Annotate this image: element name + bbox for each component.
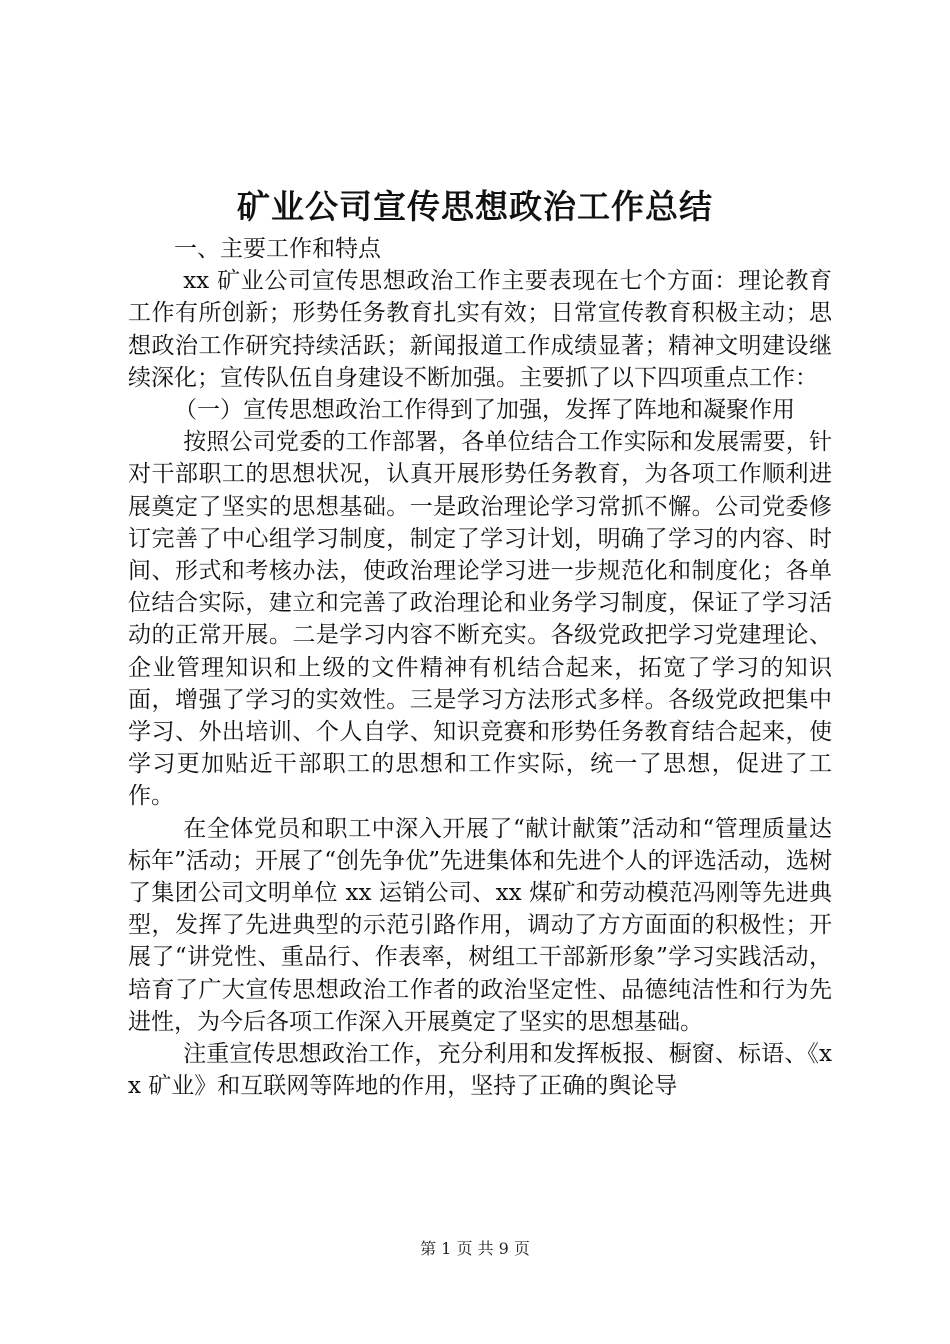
body-paragraph: 注重宣传思想政治工作，充分利用和发挥板报、橱窗、标语、《xx 矿业》和互联网等阵地的作用，坚持了正确的舆论导 <box>128 1041 832 1100</box>
body-paragraph: 按照公司党委的工作部署，各单位结合工作实际和发展需要，针对干部职工的思想状况，认真开展形势任务教育，为各项工作顺利进展奠定了坚实的思想基础。一是政治理论学习常抓不懈。公司党委修订完善了中心组学习制度，制定了学习计划，明确了学习的内容、时间、形式和考核办法，使政治理论学习进一步规范化和制度化；各单位结合实际，建立和完善了政治理论和业务学习制度，保证了学习活动的正常开展。二是学习内容不断充实。各级党政把学习党建理论、企业管理知识和上级的文件精神有机结合起来，拓宽了学习的知识面，增强了学习的实效性。三是学习方法形式多样。各级党政把集中学习、外出培训、个人自学、知识竞赛和形势任务教育结合起来，使学习更加贴近干部职工的思想和工作实际，统一了思想，促进了工作。 <box>128 429 832 810</box>
section-heading: 一、主要工作和特点 <box>174 236 381 262</box>
body-paragraph: 在全体党员和职工中深入开展了“献计献策”活动和“管理质量达标年”活动；开展了“创先争优”先进集体和先进个人的评选活动，选树了集团公司文明单位 xx 运销公司、xx 煤矿和劳动模范冯刚等先进典型，发挥了先进典型的示范引路作用，调动了方方面面的积极性；开展了“讲党性、重品行、作表率，树组工干部新形象”学习实践活动，培育了广大宣传思想政治工作者的政治坚定性、品德纯洁性和行为先进性，为今后各项工作深入开展奠定了坚实的思想基础。 <box>128 815 832 1035</box>
page-footer: 第 1 页 共 9 页 <box>420 1239 530 1258</box>
body-paragraph: xx 矿业公司宣传思想政治工作主要表现在七个方面：理论教育工作有所创新；形势任务教育扎实有效；日常宣传教育积极主动；思想政治工作研究持续活跃；新闻报道工作成绩显著；精神文明建设继续深化；宣传队伍自身建设不断加强。主要抓了以下四项重点工作： <box>128 268 832 391</box>
subsection-heading: （一）宣传思想政治工作得到了加强，发挥了阵地和凝聚作用 <box>174 397 795 424</box>
document-title: 矿业公司宣传思想政治工作总结 <box>237 187 713 226</box>
document-body <box>128 233 832 1102</box>
